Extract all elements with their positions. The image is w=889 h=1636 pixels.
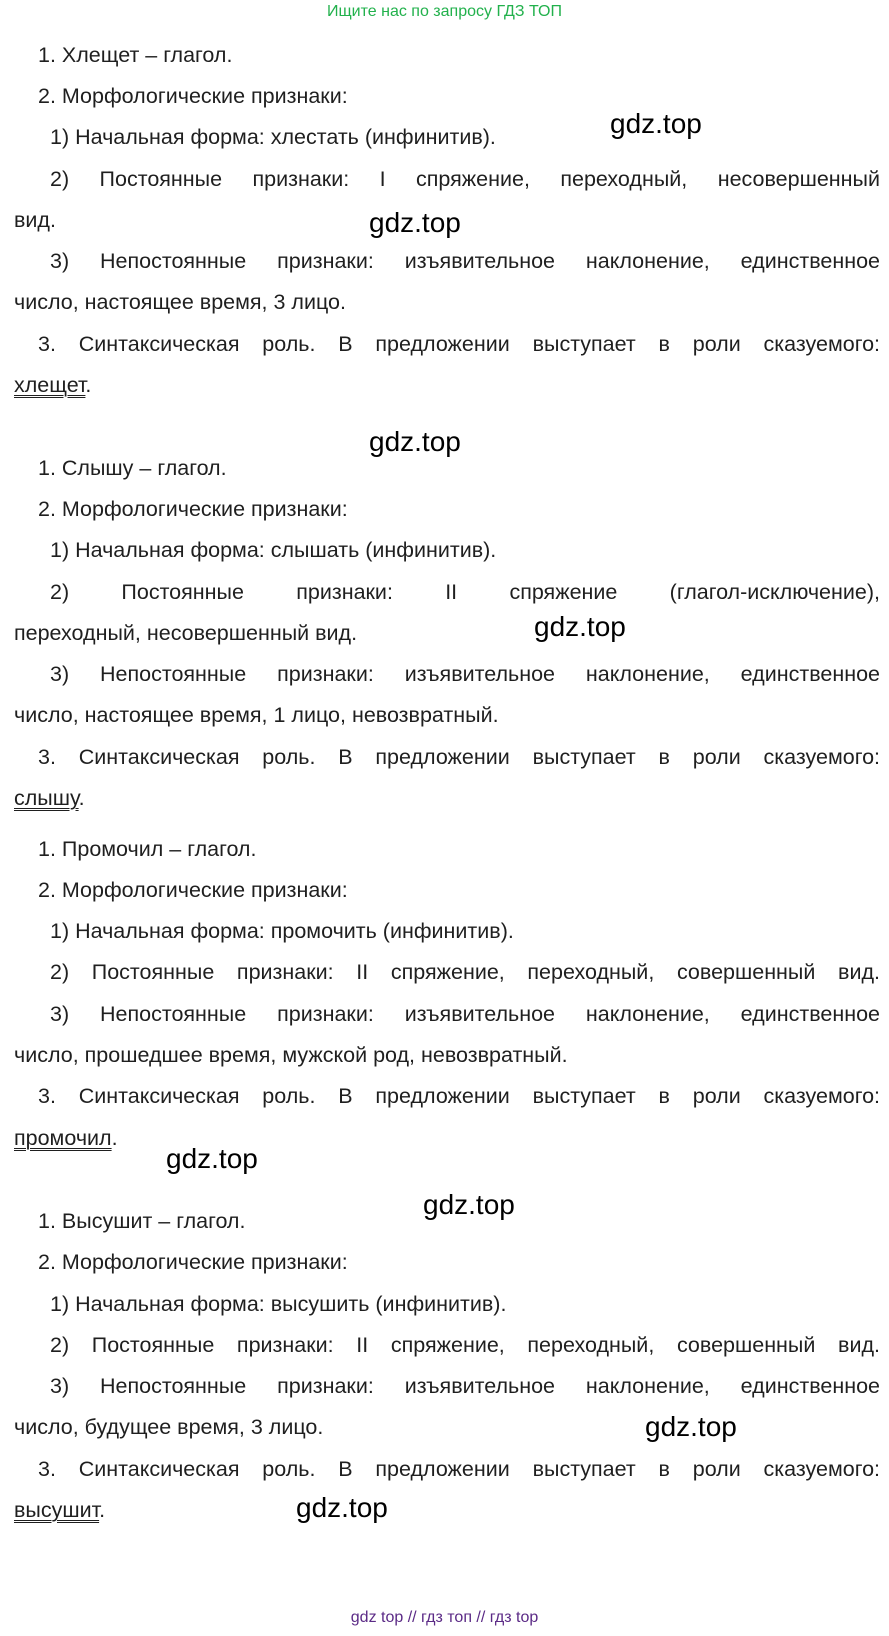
watermark: gdz.top <box>534 611 626 642</box>
item-variable-features-cont: число, настоящее время, 3 лицо. <box>14 290 346 314</box>
watermark: gdz.top <box>645 1411 737 1442</box>
footer-links[interactable]: gdz top // гдз топ // гдз top <box>350 1609 539 1626</box>
period: . <box>78 786 85 810</box>
item-syntax-role: 3. Синтаксическая роль. В предложении выступает в роли сказуемого: <box>38 745 880 769</box>
predicate-word: слышу <box>14 786 79 810</box>
item-word: 1. Высушит – глагол. <box>38 1209 246 1233</box>
item-initial-form: 1) Начальная форма: хлестать (инфинитив). <box>50 125 496 149</box>
item-constant-features: 2) Постоянные признаки: II спряжение, переходный, совершенный вид. <box>50 1333 880 1357</box>
item-word: 1. Промочил – глагол. <box>38 837 257 861</box>
item-constant-features-cont: вид. <box>14 208 56 232</box>
period: . <box>111 1126 118 1150</box>
item-syntax-role-cont <box>14 370 880 400</box>
predicate-word: промочил <box>14 1126 112 1150</box>
item-variable-features: 3) Непостоянные признаки: изъявительное наклонение, единственное <box>50 1002 880 1026</box>
item-constant-features: 2) Постоянные признаки: II спряжение (глагол-исключение), <box>50 580 880 604</box>
item-constant-features-cont: переходный, несовершенный вид. <box>14 621 358 645</box>
item-initial-form: 1) Начальная форма: высушить (инфинитив). <box>50 1292 507 1316</box>
item-syntax-role: 3. Синтаксическая роль. В предложении выступает в роли сказуемого: <box>38 1084 880 1108</box>
predicate-word: хлещет <box>14 373 86 397</box>
item-syntax-role-cont <box>14 783 880 813</box>
item-initial-form: 1) Начальная форма: слышать (инфинитив). <box>50 538 497 562</box>
search-hint-banner: Ищите нас по запросу ГДЗ ТОП <box>327 3 562 20</box>
item-syntax-role: 3. Синтаксическая роль. В предложении выступает в роли сказуемого: <box>38 1457 880 1481</box>
item-syntax-role: 3. Синтаксическая роль. В предложении выступает в роли сказуемого: <box>38 332 880 356</box>
item-word: 1. Слышу – глагол. <box>38 456 227 480</box>
item-variable-features-cont: число, настоящее время, 1 лицо, невозвратный. <box>14 703 499 727</box>
watermark: gdz.top <box>166 1143 258 1174</box>
item-variable-features-cont: число, прошедшее время, мужской род, невозвратный. <box>14 1043 568 1067</box>
watermark: gdz.top <box>296 1492 388 1523</box>
item-initial-form: 1) Начальная форма: промочить (инфинитив). <box>50 919 514 943</box>
period: . <box>99 1498 106 1522</box>
period: . <box>85 373 92 397</box>
item-constant-features: 2) Постоянные признаки: I спряжение, переходный, несовершенный <box>50 167 880 191</box>
item-word: 1. Хлещет – глагол. <box>38 43 233 67</box>
watermark: gdz.top <box>369 426 461 457</box>
item-constant-features: 2) Постоянные признаки: II спряжение, переходный, совершенный вид. <box>50 960 880 984</box>
predicate-word: высушит <box>14 1498 100 1522</box>
watermark: gdz.top <box>369 207 461 238</box>
watermark: gdz.top <box>610 108 702 139</box>
item-syntax-role-cont <box>14 1495 880 1525</box>
item-variable-features: 3) Непостоянные признаки: изъявительное наклонение, единственное <box>50 249 880 273</box>
item-morph-heading: 2. Морфологические признаки: <box>38 878 348 902</box>
item-morph-heading: 2. Морфологические признаки: <box>38 1250 348 1274</box>
item-syntax-role-cont <box>14 1123 880 1153</box>
item-variable-features: 3) Непостоянные признаки: изъявительное наклонение, единственное <box>50 1374 880 1398</box>
item-variable-features-cont: число, будущее время, 3 лицо. <box>14 1415 324 1439</box>
item-morph-heading: 2. Морфологические признаки: <box>38 497 348 521</box>
watermark: gdz.top <box>423 1189 515 1220</box>
item-morph-heading: 2. Морфологические признаки: <box>38 84 348 108</box>
item-variable-features: 3) Непостоянные признаки: изъявительное наклонение, единственное <box>50 662 880 686</box>
